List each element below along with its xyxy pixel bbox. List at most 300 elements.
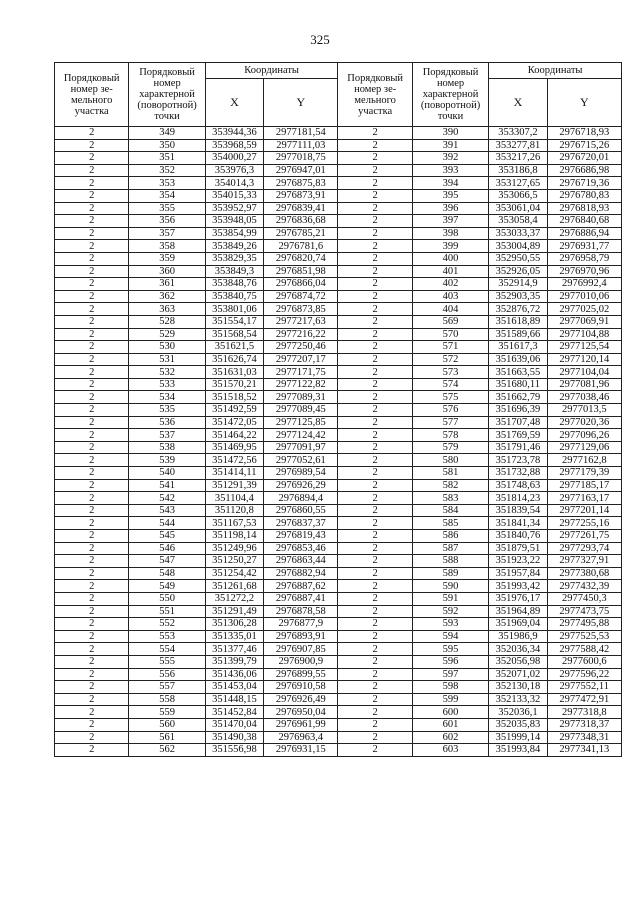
- y-coordinate-cell: 2977162,8: [547, 454, 621, 467]
- y-coordinate-cell: 2977025,02: [547, 303, 621, 316]
- x-coordinate-cell: 351769,59: [489, 429, 547, 442]
- y-coordinate-cell: 2976720,01: [547, 152, 621, 165]
- x-coordinate-cell: 353952,97: [205, 202, 263, 215]
- y-coordinate-cell: 2977473,75: [547, 605, 621, 618]
- y-coordinate-cell: 2976926,29: [264, 479, 338, 492]
- point-number-cell: 540: [129, 467, 205, 480]
- x-coordinate-cell: 351840,76: [489, 530, 547, 543]
- x-coordinate-cell: 351120,8: [205, 504, 263, 517]
- plot-number-cell: 2: [338, 592, 412, 605]
- x-coordinate-cell: 353277,81: [489, 139, 547, 152]
- y-coordinate-cell: 2977250,46: [264, 341, 338, 354]
- plot-number-cell: 2: [55, 328, 129, 341]
- plot-number-cell: 2: [338, 479, 412, 492]
- point-number-cell: 575: [412, 391, 488, 404]
- point-number-cell: 402: [412, 278, 488, 291]
- header-coordinates: Координаты: [205, 63, 338, 79]
- table-row: [55, 328, 622, 341]
- point-number-cell: 356: [129, 215, 205, 228]
- y-coordinate-cell: 2977525,53: [547, 630, 621, 643]
- table-row: [55, 152, 622, 165]
- x-coordinate-cell: 354014,3: [205, 177, 263, 190]
- plot-number-cell: 2: [55, 492, 129, 505]
- y-coordinate-cell: 2976819,43: [264, 530, 338, 543]
- point-number-cell: 363: [129, 303, 205, 316]
- point-number-cell: 535: [129, 404, 205, 417]
- y-coordinate-cell: 2976963,4: [264, 731, 338, 744]
- plot-number-cell: 2: [338, 731, 412, 744]
- y-coordinate-cell: 2976947,01: [264, 164, 338, 177]
- point-number-cell: 538: [129, 441, 205, 454]
- y-coordinate-cell: 2976931,77: [547, 240, 621, 253]
- y-coordinate-cell: 2977432,39: [547, 580, 621, 593]
- plot-number-cell: 2: [55, 618, 129, 631]
- point-number-cell: 354: [129, 189, 205, 202]
- plot-number-cell: 2: [55, 655, 129, 668]
- header-x: X: [205, 79, 263, 127]
- y-coordinate-cell: 2977124,42: [264, 429, 338, 442]
- x-coordinate-cell: 351618,89: [489, 315, 547, 328]
- plot-number-cell: 2: [55, 315, 129, 328]
- plot-number-cell: 2: [338, 504, 412, 517]
- point-number-cell: 590: [412, 580, 488, 593]
- x-coordinate-cell: 351464,22: [205, 429, 263, 442]
- x-coordinate-cell: 351680,11: [489, 378, 547, 391]
- point-number-cell: 528: [129, 315, 205, 328]
- y-coordinate-cell: 2977293,74: [547, 542, 621, 555]
- y-coordinate-cell: 2976877,9: [264, 618, 338, 631]
- plot-number-cell: 2: [338, 643, 412, 656]
- x-coordinate-cell: 352914,9: [489, 278, 547, 291]
- y-coordinate-cell: 2977341,13: [547, 744, 621, 757]
- point-number-cell: 562: [129, 744, 205, 757]
- plot-number-cell: 2: [55, 454, 129, 467]
- header-y: Y: [547, 79, 621, 127]
- x-coordinate-cell: 353066,5: [489, 189, 547, 202]
- plot-number-cell: 2: [55, 630, 129, 643]
- plot-number-cell: 2: [338, 467, 412, 480]
- plot-number-cell: 2: [55, 202, 129, 215]
- y-coordinate-cell: 2976853,46: [264, 542, 338, 555]
- table-row: [55, 240, 622, 253]
- point-number-cell: 588: [412, 555, 488, 568]
- y-coordinate-cell: 2977091,97: [264, 441, 338, 454]
- x-coordinate-cell: 351986,9: [489, 630, 547, 643]
- x-coordinate-cell: 351993,42: [489, 580, 547, 593]
- point-number-cell: 581: [412, 467, 488, 480]
- point-number-cell: 529: [129, 328, 205, 341]
- y-coordinate-cell: 2977181,54: [264, 127, 338, 140]
- x-coordinate-cell: 351261,68: [205, 580, 263, 593]
- y-coordinate-cell: 2977450,3: [547, 592, 621, 605]
- point-number-cell: 553: [129, 630, 205, 643]
- point-number-cell: 584: [412, 504, 488, 517]
- y-coordinate-cell: 2977596,22: [547, 668, 621, 681]
- x-coordinate-cell: 351469,95: [205, 441, 263, 454]
- y-coordinate-cell: 2976686,98: [547, 164, 621, 177]
- plot-number-cell: 2: [338, 391, 412, 404]
- plot-number-cell: 2: [55, 265, 129, 278]
- y-coordinate-cell: 2977588,42: [547, 643, 621, 656]
- x-coordinate-cell: 351453,04: [205, 681, 263, 694]
- point-number-cell: 404: [412, 303, 488, 316]
- plot-number-cell: 2: [338, 706, 412, 719]
- x-coordinate-cell: 352926,05: [489, 265, 547, 278]
- y-coordinate-cell: 2977185,17: [547, 479, 621, 492]
- table-row: [55, 416, 622, 429]
- y-coordinate-cell: 2976839,41: [264, 202, 338, 215]
- plot-number-cell: 2: [55, 479, 129, 492]
- table-row: [55, 278, 622, 291]
- plot-number-cell: 2: [55, 592, 129, 605]
- header-x: X: [489, 79, 547, 127]
- y-coordinate-cell: 2976899,55: [264, 668, 338, 681]
- y-coordinate-cell: 2977201,14: [547, 504, 621, 517]
- point-number-cell: 594: [412, 630, 488, 643]
- y-coordinate-cell: 2977327,91: [547, 555, 621, 568]
- x-coordinate-cell: 351490,38: [205, 731, 263, 744]
- x-coordinate-cell: 351472,56: [205, 454, 263, 467]
- point-number-cell: 589: [412, 567, 488, 580]
- point-number-cell: 586: [412, 530, 488, 543]
- point-number-cell: 398: [412, 227, 488, 240]
- y-coordinate-cell: 2977052,61: [264, 454, 338, 467]
- point-number-cell: 556: [129, 668, 205, 681]
- y-coordinate-cell: 2976781,6: [264, 240, 338, 253]
- y-coordinate-cell: 2977318,37: [547, 718, 621, 731]
- plot-number-cell: 2: [55, 605, 129, 618]
- x-coordinate-cell: 351969,04: [489, 618, 547, 631]
- table-row: [55, 555, 622, 568]
- point-number-cell: 585: [412, 517, 488, 530]
- x-coordinate-cell: 352133,32: [489, 693, 547, 706]
- point-number-cell: 361: [129, 278, 205, 291]
- table-row: [55, 139, 622, 152]
- table-row: [55, 202, 622, 215]
- table-row: [55, 655, 622, 668]
- table-row: [55, 353, 622, 366]
- table-row: [55, 517, 622, 530]
- plot-number-cell: 2: [338, 366, 412, 379]
- table-row: [55, 492, 622, 505]
- x-coordinate-cell: 351556,98: [205, 744, 263, 757]
- plot-number-cell: 2: [338, 378, 412, 391]
- point-number-cell: 534: [129, 391, 205, 404]
- y-coordinate-cell: 2976989,54: [264, 467, 338, 480]
- plot-number-cell: 2: [55, 215, 129, 228]
- x-coordinate-cell: 353186,8: [489, 164, 547, 177]
- y-coordinate-cell: 2976886,94: [547, 227, 621, 240]
- y-coordinate-cell: 2976887,41: [264, 592, 338, 605]
- table-row: [55, 429, 622, 442]
- plot-number-cell: 2: [55, 718, 129, 731]
- plot-number-cell: 2: [55, 441, 129, 454]
- y-coordinate-cell: 2977179,39: [547, 467, 621, 480]
- x-coordinate-cell: 351957,84: [489, 567, 547, 580]
- table-row: [55, 177, 622, 190]
- point-number-cell: 555: [129, 655, 205, 668]
- table-row: [55, 479, 622, 492]
- plot-number-cell: 2: [338, 492, 412, 505]
- point-number-cell: 547: [129, 555, 205, 568]
- point-number-cell: 546: [129, 542, 205, 555]
- point-number-cell: 598: [412, 681, 488, 694]
- plot-number-cell: 2: [338, 127, 412, 140]
- x-coordinate-cell: 351250,27: [205, 555, 263, 568]
- plot-number-cell: 2: [338, 567, 412, 580]
- plot-number-cell: 2: [55, 227, 129, 240]
- plot-number-cell: 2: [55, 555, 129, 568]
- x-coordinate-cell: 353944,36: [205, 127, 263, 140]
- x-coordinate-cell: 351249,96: [205, 542, 263, 555]
- x-coordinate-cell: 353848,76: [205, 278, 263, 291]
- x-coordinate-cell: 351732,88: [489, 467, 547, 480]
- x-coordinate-cell: 353004,89: [489, 240, 547, 253]
- point-number-cell: 545: [129, 530, 205, 543]
- plot-number-cell: 2: [55, 378, 129, 391]
- plot-number-cell: 2: [55, 643, 129, 656]
- x-coordinate-cell: 351518,52: [205, 391, 263, 404]
- table-row: [55, 404, 622, 417]
- table-row: [55, 454, 622, 467]
- plot-number-cell: 2: [55, 127, 129, 140]
- plot-number-cell: 2: [338, 202, 412, 215]
- point-number-cell: 355: [129, 202, 205, 215]
- plot-number-cell: 2: [338, 252, 412, 265]
- point-number-cell: 587: [412, 542, 488, 555]
- table-row: [55, 605, 622, 618]
- point-number-cell: 592: [412, 605, 488, 618]
- point-number-cell: 349: [129, 127, 205, 140]
- point-number-cell: 558: [129, 693, 205, 706]
- point-number-cell: 391: [412, 139, 488, 152]
- y-coordinate-cell: 2977348,31: [547, 731, 621, 744]
- table-row: [55, 504, 622, 517]
- point-number-cell: 548: [129, 567, 205, 580]
- x-coordinate-cell: 351663,55: [489, 366, 547, 379]
- point-number-cell: 596: [412, 655, 488, 668]
- header-point-number: Порядковый номер характерной (поворотной) точки: [129, 63, 205, 127]
- x-coordinate-cell: 353976,3: [205, 164, 263, 177]
- plot-number-cell: 2: [55, 567, 129, 580]
- point-number-cell: 358: [129, 240, 205, 253]
- plot-number-cell: 2: [55, 467, 129, 480]
- x-coordinate-cell: 353968,59: [205, 139, 263, 152]
- x-coordinate-cell: 351492,59: [205, 404, 263, 417]
- y-coordinate-cell: 2976875,83: [264, 177, 338, 190]
- x-coordinate-cell: 354000,27: [205, 152, 263, 165]
- y-coordinate-cell: 2977010,06: [547, 290, 621, 303]
- point-number-cell: 543: [129, 504, 205, 517]
- plot-number-cell: 2: [338, 605, 412, 618]
- table-row: [55, 341, 622, 354]
- y-coordinate-cell: 2977013,5: [547, 404, 621, 417]
- x-coordinate-cell: 351814,23: [489, 492, 547, 505]
- y-coordinate-cell: 2977255,16: [547, 517, 621, 530]
- point-number-cell: 390: [412, 127, 488, 140]
- point-number-cell: 539: [129, 454, 205, 467]
- y-coordinate-cell: 2976907,85: [264, 643, 338, 656]
- point-number-cell: 572: [412, 353, 488, 366]
- table-row: [55, 706, 622, 719]
- y-coordinate-cell: 2977089,45: [264, 404, 338, 417]
- point-number-cell: 582: [412, 479, 488, 492]
- table-row: [55, 718, 622, 731]
- y-coordinate-cell: 2976882,94: [264, 567, 338, 580]
- y-coordinate-cell: 2977120,14: [547, 353, 621, 366]
- y-coordinate-cell: 2976950,04: [264, 706, 338, 719]
- table-row: [55, 592, 622, 605]
- x-coordinate-cell: 351104,4: [205, 492, 263, 505]
- y-coordinate-cell: 2976961,99: [264, 718, 338, 731]
- x-coordinate-cell: 351291,49: [205, 605, 263, 618]
- table-row: [55, 693, 622, 706]
- plot-number-cell: 2: [55, 252, 129, 265]
- x-coordinate-cell: 351839,54: [489, 504, 547, 517]
- point-number-cell: 552: [129, 618, 205, 631]
- y-coordinate-cell: 2976715,26: [547, 139, 621, 152]
- plot-number-cell: 2: [55, 668, 129, 681]
- x-coordinate-cell: 351452,84: [205, 706, 263, 719]
- table-row: [55, 127, 622, 140]
- table-row: [55, 731, 622, 744]
- y-coordinate-cell: 2977104,04: [547, 366, 621, 379]
- point-number-cell: 350: [129, 139, 205, 152]
- point-number-cell: 580: [412, 454, 488, 467]
- x-coordinate-cell: 351448,15: [205, 693, 263, 706]
- point-number-cell: 574: [412, 378, 488, 391]
- x-coordinate-cell: 351621,5: [205, 341, 263, 354]
- table-row: [55, 542, 622, 555]
- y-coordinate-cell: 2977163,17: [547, 492, 621, 505]
- x-coordinate-cell: 351570,21: [205, 378, 263, 391]
- point-number-cell: 541: [129, 479, 205, 492]
- point-number-cell: 570: [412, 328, 488, 341]
- x-coordinate-cell: 351335,01: [205, 630, 263, 643]
- table-row: [55, 567, 622, 580]
- plot-number-cell: 2: [55, 177, 129, 190]
- y-coordinate-cell: 2977122,82: [264, 378, 338, 391]
- x-coordinate-cell: 351662,79: [489, 391, 547, 404]
- point-number-cell: 544: [129, 517, 205, 530]
- point-number-cell: 569: [412, 315, 488, 328]
- y-coordinate-cell: 2977111,03: [264, 139, 338, 152]
- plot-number-cell: 2: [55, 706, 129, 719]
- x-coordinate-cell: 352056,98: [489, 655, 547, 668]
- header-y: Y: [264, 79, 338, 127]
- point-number-cell: 399: [412, 240, 488, 253]
- x-coordinate-cell: 353829,35: [205, 252, 263, 265]
- plot-number-cell: 2: [55, 504, 129, 517]
- x-coordinate-cell: 351399,79: [205, 655, 263, 668]
- point-number-cell: 531: [129, 353, 205, 366]
- x-coordinate-cell: 351748,63: [489, 479, 547, 492]
- point-number-cell: 530: [129, 341, 205, 354]
- y-coordinate-cell: 2977038,46: [547, 391, 621, 404]
- y-coordinate-cell: 2977600,6: [547, 655, 621, 668]
- point-number-cell: 359: [129, 252, 205, 265]
- y-coordinate-cell: 2976873,85: [264, 303, 338, 316]
- point-number-cell: 573: [412, 366, 488, 379]
- y-coordinate-cell: 2976878,58: [264, 605, 338, 618]
- x-coordinate-cell: 351976,17: [489, 592, 547, 605]
- y-coordinate-cell: 2977318,8: [547, 706, 621, 719]
- x-coordinate-cell: 351291,39: [205, 479, 263, 492]
- table-row: [55, 744, 622, 757]
- x-coordinate-cell: 353061,04: [489, 202, 547, 215]
- x-coordinate-cell: 351568,54: [205, 328, 263, 341]
- table-body: [55, 127, 622, 757]
- point-number-cell: 351: [129, 152, 205, 165]
- y-coordinate-cell: 2976840,68: [547, 215, 621, 228]
- y-coordinate-cell: 2976718,93: [547, 127, 621, 140]
- plot-number-cell: 2: [55, 353, 129, 366]
- plot-number-cell: 2: [55, 391, 129, 404]
- x-coordinate-cell: 351696,39: [489, 404, 547, 417]
- x-coordinate-cell: 352035,83: [489, 718, 547, 731]
- plot-number-cell: 2: [338, 152, 412, 165]
- point-number-cell: 549: [129, 580, 205, 593]
- point-number-cell: 360: [129, 265, 205, 278]
- point-number-cell: 591: [412, 592, 488, 605]
- x-coordinate-cell: 351414,11: [205, 467, 263, 480]
- table-row: [55, 303, 622, 316]
- plot-number-cell: 2: [55, 278, 129, 291]
- x-coordinate-cell: 351707,48: [489, 416, 547, 429]
- plot-number-cell: 2: [338, 542, 412, 555]
- plot-number-cell: 2: [55, 744, 129, 757]
- point-number-cell: 400: [412, 252, 488, 265]
- y-coordinate-cell: 2977018,75: [264, 152, 338, 165]
- table-row: [55, 164, 622, 177]
- point-number-cell: 397: [412, 215, 488, 228]
- point-number-cell: 599: [412, 693, 488, 706]
- x-coordinate-cell: 351306,28: [205, 618, 263, 631]
- plot-number-cell: 2: [338, 341, 412, 354]
- plot-number-cell: 2: [55, 139, 129, 152]
- y-coordinate-cell: 2977129,06: [547, 441, 621, 454]
- y-coordinate-cell: 2977472,91: [547, 693, 621, 706]
- plot-number-cell: 2: [338, 555, 412, 568]
- x-coordinate-cell: 354015,33: [205, 189, 263, 202]
- point-number-cell: 593: [412, 618, 488, 631]
- plot-number-cell: 2: [338, 744, 412, 757]
- y-coordinate-cell: 2976863,44: [264, 555, 338, 568]
- point-number-cell: 401: [412, 265, 488, 278]
- point-number-cell: 533: [129, 378, 205, 391]
- y-coordinate-cell: 2977089,31: [264, 391, 338, 404]
- x-coordinate-cell: 351167,53: [205, 517, 263, 530]
- x-coordinate-cell: 353801,06: [205, 303, 263, 316]
- y-coordinate-cell: 2977096,26: [547, 429, 621, 442]
- plot-number-cell: 2: [338, 718, 412, 731]
- x-coordinate-cell: 351626,74: [205, 353, 263, 366]
- x-coordinate-cell: 353854,99: [205, 227, 263, 240]
- y-coordinate-cell: 2977495,88: [547, 618, 621, 631]
- x-coordinate-cell: 351639,06: [489, 353, 547, 366]
- point-number-cell: 601: [412, 718, 488, 731]
- x-coordinate-cell: 352036,34: [489, 643, 547, 656]
- table-row: [55, 668, 622, 681]
- x-coordinate-cell: 351964,89: [489, 605, 547, 618]
- plot-number-cell: 2: [55, 290, 129, 303]
- plot-number-cell: 2: [338, 429, 412, 442]
- y-coordinate-cell: 2976887,62: [264, 580, 338, 593]
- x-coordinate-cell: 351377,46: [205, 643, 263, 656]
- plot-number-cell: 2: [55, 693, 129, 706]
- table-row: [55, 681, 622, 694]
- plot-number-cell: 2: [55, 164, 129, 177]
